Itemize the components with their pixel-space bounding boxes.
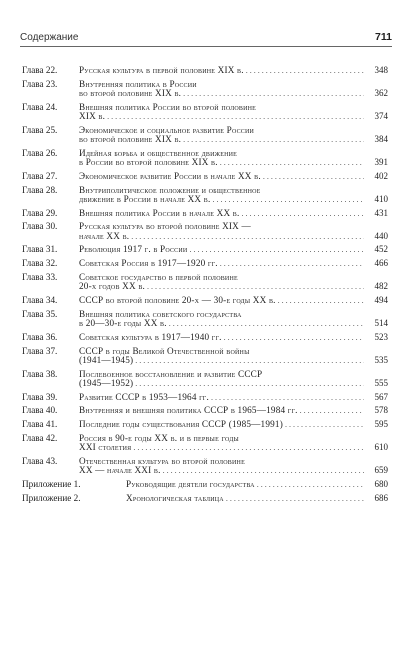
dot-leader [131,232,364,241]
entry-title-line: Последние годы существования СССР (1985—1991) [79,420,283,430]
entry-title-line: Внутриполитическое положение и общественное [79,185,261,195]
entry-page-number: 384 [374,134,388,144]
toc-entry [22,296,388,305]
entry-page-number: 523 [374,331,388,342]
section-title: Содержание [20,32,79,43]
entry-title-line: Россия в 90-е годы XX в. и в первые годы [79,433,239,443]
entry-page-number: 555 [374,377,388,388]
entry-page-number: 466 [374,258,388,269]
entry-content [126,494,388,503]
entry-page-number: 535 [374,354,388,365]
entry-title-line: Советская культура в 1917—1940 гг. [79,332,222,342]
toc-entry [22,222,388,240]
entry-title-line: Внешняя политика советского государства [79,309,242,319]
entry-label: Глава 32. [22,258,58,269]
entry-title-line: в 20—30-е годы XX в. [79,318,167,328]
entry-title-line: Внешняя политика России в начале XX в. [79,208,240,218]
dot-leader [220,259,364,268]
dot-leader [300,406,364,415]
toc-entry [22,245,388,254]
toc-entry [22,209,388,218]
entry-page-number: 452 [374,244,388,255]
entry-title-line: Отечественная культура во второй половине [79,456,245,466]
entry-page-number: 578 [374,405,388,416]
toc-entry [22,66,388,75]
entry-content [79,66,388,75]
toc-entry [22,80,388,98]
entry-content [79,333,388,342]
entry-title-line: XXI столетия [79,443,132,453]
dot-leader [278,296,364,305]
running-header [20,28,392,47]
toc-entry [22,347,388,365]
entry-page-number: 374 [374,111,388,121]
entry-title-line: 20-х годов XX в. [79,282,146,292]
entry-content [79,434,388,452]
dot-leader [257,480,364,489]
entry-content [79,245,388,254]
entry-page-number: 410 [374,193,388,204]
entry-label: Глава 26. [22,147,58,158]
entry-label: Глава 43. [22,455,58,466]
entry-title-line: (1941—1945) [79,355,134,365]
entry-page-number: 659 [374,465,388,476]
dot-leader [135,356,364,365]
entry-title-line: Руководящие деятели государства [126,479,255,489]
entry-page-number: 440 [374,230,388,241]
entry-label: Глава 25. [22,124,58,135]
entry-page-number: 514 [374,317,388,328]
entry-page-number: 362 [374,88,388,98]
entry-page-number: 494 [374,294,388,305]
entry-label: Глава 39. [22,391,58,402]
entry-page-number: 391 [374,157,388,167]
entry-title-line: Русская культура во второй половине XIX — [79,222,251,232]
entry-content [79,172,388,181]
dot-leader [224,333,364,342]
entry-label: Приложение 2. [22,492,81,503]
entry-label: Глава 42. [22,432,58,443]
entry-title-line: во второй половине XIX в. [79,89,182,98]
entry-title-line: во второй половине XIX в. [79,135,182,144]
entry-title-line: движение в России в начале XX в. [79,194,211,204]
entry-label: Глава 38. [22,368,58,379]
entry-title-line: XX — начале XXI в. [79,466,161,476]
entry-label: Приложение 1. [22,478,81,489]
entry-title-line: Русская культура в первой половине XIX в. [79,66,244,75]
entry-label: Глава 23. [22,78,58,89]
entry-content [79,273,388,291]
entry-title-line: Внешняя политика России во второй половине [79,102,257,112]
entry-label: Глава 27. [22,170,58,181]
entry-title-line: Идейная борьба и общественное движение [79,148,238,158]
toc-entry [22,149,388,167]
entry-page-number: 595 [374,419,388,430]
dot-leader [226,494,364,503]
dot-leader [163,466,364,475]
dot-leader [135,379,364,388]
entry-content [79,370,388,388]
entry-content [79,296,388,305]
toc-entry [22,103,388,121]
dot-leader [189,245,364,254]
entry-title-line: XIX в. [79,112,106,121]
toc-entry [22,420,388,429]
entry-content [79,420,388,429]
entry-content [79,457,388,475]
toc-entry [22,186,388,204]
table-of-contents [22,66,388,508]
entry-label: Глава 35. [22,308,58,319]
entry-title-line: Внутренняя и внешняя политика СССР в 1965—1984 гг. [79,406,298,416]
toc-entry [22,457,388,475]
entry-content [79,259,388,268]
toc-entry [22,480,388,489]
entry-content [79,310,388,328]
entry-title-line: Внутренняя политика в России [79,79,197,89]
toc-entry [22,393,388,402]
entry-label: Глава 28. [22,184,58,195]
entry-page-number: 348 [374,65,388,75]
toc-entry [22,126,388,144]
toc-entry [22,273,388,291]
toc-entry [22,434,388,452]
entry-content [79,149,388,167]
entry-page-number: 431 [374,207,388,218]
entry-label: Глава 22. [22,65,58,75]
entry-title-line: Экономическое развитие России в начале XX в. [79,171,261,181]
entry-label: Глава 40. [22,405,58,416]
entry-label: Глава 30. [22,221,58,232]
entry-content [79,209,388,218]
dot-leader [212,195,364,204]
entry-title-line: Развитие СССР в 1953—1964 гг. [79,392,209,402]
toc-entry [22,494,388,503]
dot-leader [183,89,364,98]
entry-label: Глава 31. [22,244,58,255]
entry-title-line: СССР во второй половине 20-х — 30-е годы XX в. [79,295,276,305]
toc-entry [22,370,388,388]
entry-label: Глава 37. [22,345,58,356]
entry-page-number: 482 [374,281,388,292]
toc-entry [22,259,388,268]
entry-title-line: Советская Россия в 1917—1920 гг. [79,259,218,269]
entry-title-line: Хронологическая таблица [126,493,224,503]
entry-content [79,406,388,415]
entry-label: Глава 24. [22,101,58,112]
entry-label: Глава 36. [22,331,58,342]
dot-leader [241,209,364,218]
entry-title-line: Революция 1917 г. в России [79,245,188,255]
entry-label: Глава 29. [22,207,58,218]
entry-title-line: в России во второй половине XIX в. [79,158,218,167]
entry-title-line: Послевоенное восстановление и развитие СССР [79,369,263,379]
dot-leader [211,393,364,402]
page-number: 711 [375,31,392,43]
toc-entry [22,310,388,328]
dot-leader [133,443,364,452]
entry-title-line: (1945—1952) [79,378,134,388]
entry-content [79,126,388,144]
entry-content [126,480,388,489]
dot-leader [183,135,364,144]
toc-entry [22,333,388,342]
entry-content [79,103,388,121]
entry-page-number: 686 [374,492,388,503]
entry-label: Глава 41. [22,419,58,430]
toc-entry [22,172,388,181]
entry-title-line: начале XX в. [79,231,130,241]
dot-leader [263,172,364,181]
dot-leader [246,66,364,75]
entry-content [79,80,388,98]
entry-label: Глава 34. [22,294,58,305]
entry-label: Глава 33. [22,271,58,282]
dot-leader [107,112,364,121]
entry-content [79,186,388,204]
entry-content [79,222,388,240]
entry-page-number: 402 [374,170,388,181]
entry-title-line: Экономическое и социальное развитие России [79,125,255,135]
dot-leader [169,319,364,328]
entry-page-number: 567 [374,391,388,402]
entry-page-number: 610 [374,442,388,453]
dot-leader [220,158,364,167]
dot-leader [285,420,364,429]
entry-content [79,347,388,365]
entry-title-line: Советское государство в первой половине [79,272,238,282]
toc-entry [22,406,388,415]
entry-page-number: 680 [374,478,388,489]
entry-title-line: СССР в годы Великой Отечественной войны [79,346,250,356]
dot-leader [147,282,364,291]
entry-content [79,393,388,402]
